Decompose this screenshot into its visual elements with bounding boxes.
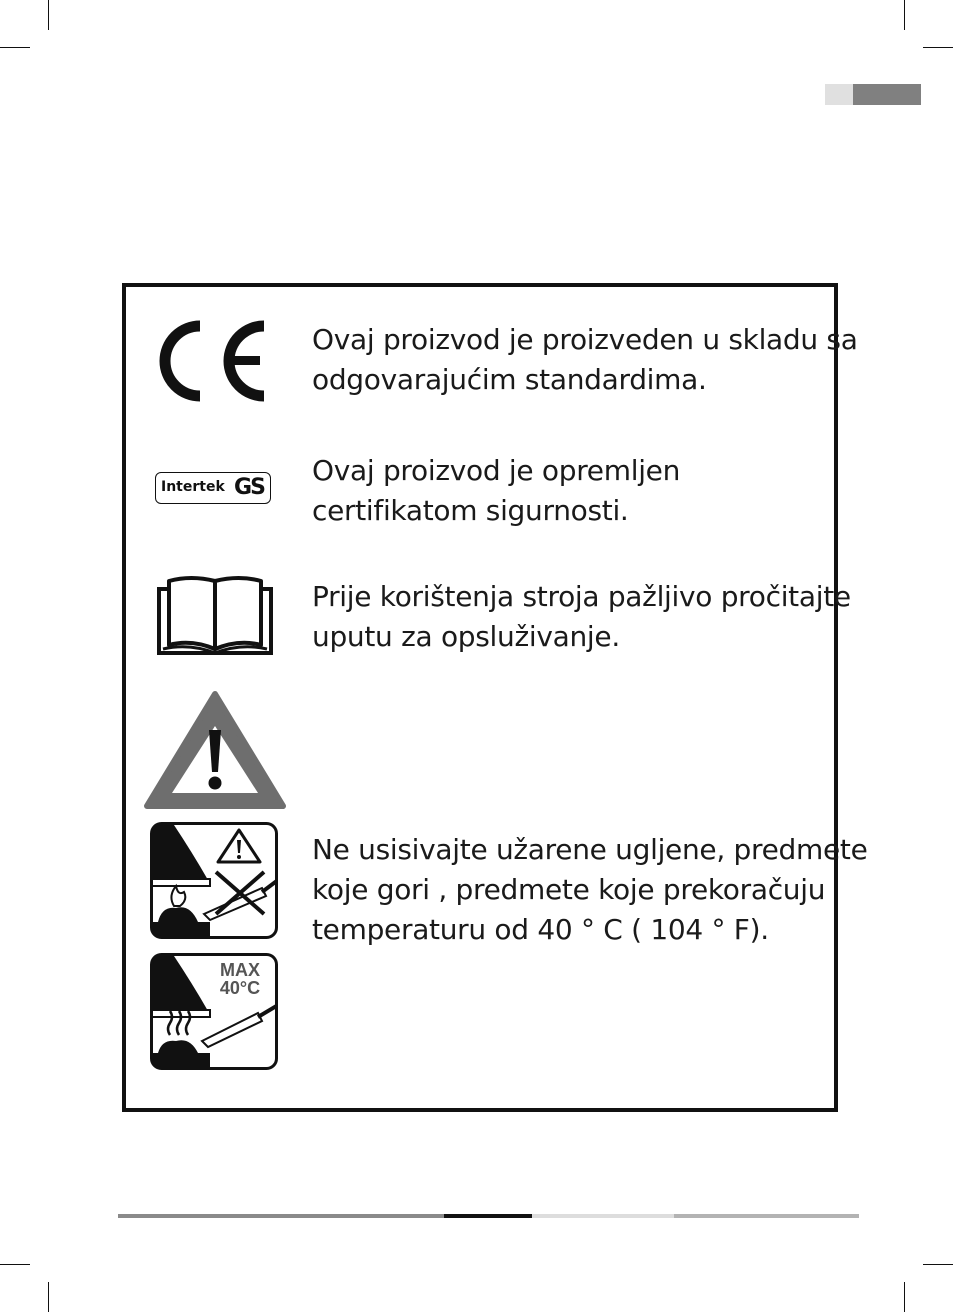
notice-line: Ovaj proizvod je proizveden u skladu sa [312,323,858,356]
notice-line: Ne usisivajte užarene ugljene, predmete [312,833,868,866]
footer-bar-black [444,1214,532,1218]
hot-ash-notice-text [312,830,868,950]
manual-book-icon [157,575,273,657]
warning-triangle-icon [143,690,287,812]
temperature-label: 40°C [219,978,261,998]
notice-line: temperaturu od 40 ° C ( 104 ° F). [312,913,769,946]
notice-line: Prije korištenja stroja pažljivo pročitajte [312,580,851,613]
section-tab-light [825,84,853,105]
no-hot-ash-icon [150,822,278,939]
intertek-label: Intertek [161,479,225,495]
notice-line: Ovaj proizvod je opremljen [312,454,681,487]
crop-mark [48,0,49,30]
manual-notice-text [312,577,851,657]
intertek-gs-icon [155,472,271,504]
gs-notice-text [312,451,822,531]
ce-notice-text [312,320,858,400]
max-temperature-icon [150,953,278,1070]
crop-mark [923,47,953,48]
crop-mark [0,1264,30,1265]
crop-mark [904,0,905,30]
crop-mark [923,1264,953,1265]
footer-bar-gray [118,1214,444,1218]
max-label: MAX [220,960,260,980]
footer-bar-light [532,1214,674,1218]
crop-mark [904,1282,905,1312]
notice-line: koje gori , predmete koje prekoračuju [312,873,826,906]
notice-line: odgovarajućim standardima. [312,363,707,396]
footer-bar-mid [674,1214,859,1218]
crop-mark [48,1282,49,1312]
crop-mark [0,47,30,48]
notice-line: uputu za opsluživanje. [312,620,620,653]
section-tab-dark [853,84,921,105]
ce-mark-icon [152,318,272,404]
notice-line: certifikatom sigurnosti. [312,494,629,527]
gs-mark: GS [234,475,264,500]
